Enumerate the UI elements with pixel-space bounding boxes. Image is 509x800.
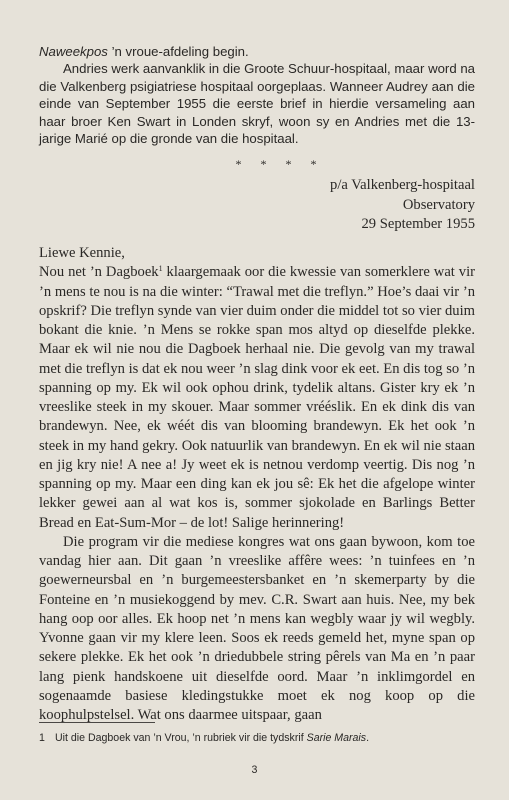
- address-line-1: p/a Valkenberg-hospitaal: [330, 177, 475, 194]
- letter-salutation: Liewe Kennie,: [39, 245, 125, 262]
- letter-address: [39, 176, 475, 234]
- letter-paragraph-2: Die program vir die mediese kongres wat ons gaan bywoon, kom toe vandag hier aan. Dit gaan ’n vreeslike affêre wees: ’n tuinfees en ’n goewerneursbal en ’n burgemeestersbanket en ’n skemerparty by die Fonteine en ’n musiekoggend by mev. C.R. Swart aan huis. Nee, my bek hang oop oor alles. Ek hoop net ’n mens kan wegbly waar jy wil wegbly. Yvonne gaan vir my klere leen. Soos ek reeds gemeld het, myne span op sekere plekke. Ek het ook ’n driedubbele string pêrels van Ma en ’n paar lang pienk handskoene uit dieselfde oord. Maar ’n inklimgordel en sogenaamde basiese kledingstukke moet ek nog koop op die koophulpstelsel. Wat ons daarmee uitspaar, gaan: [39, 533, 475, 724]
- letter-paragraph-1-start: Nou net ’n Dagboek: [39, 264, 159, 281]
- page-number: 3: [251, 764, 258, 776]
- footnote-magazine: Sarie Marais: [306, 732, 367, 744]
- magazine-title: Naweekpos: [39, 44, 108, 59]
- intro-text: [39, 43, 475, 147]
- letter-body: [39, 244, 475, 725]
- address-line-2: Observatory: [402, 196, 475, 213]
- footnote-end: .: [366, 732, 370, 744]
- letter-paragraph-1: [39, 263, 475, 533]
- footnote-text: Uit die Dagboek van ’n Vrou, ’n rubriek vir die tydskrif: [55, 732, 307, 744]
- intro-paragraph-1-rest: ’n vroue-afdeling begin.: [107, 44, 249, 59]
- footnote: [39, 731, 479, 745]
- footnote-number: 1: [39, 732, 45, 744]
- section-separator: * * * *: [235, 157, 325, 172]
- letter-date: 29 September 1955: [361, 215, 475, 232]
- intro-paragraph-1: [39, 43, 475, 60]
- footnote-reference: 1: [158, 264, 163, 274]
- footnote-rule: [39, 722, 155, 723]
- letter-paragraph-1-rest: klaargemaak oor die kwessie van somerklere wat vir ’n mens te nou is na die winter: “Trawal met die treflyn.” Hoe’s daai vir ’n opskrif? Die treflyn synde van vier duim onder die middel tot so vier duim bokant die knie. ’n Mens se rokke span mos altyd op dieselfde plekke. Maar ek wil nie nou die Dagboek herhaal nie. Die gevolg van my trawal met die treflyn is dat ek nou weer ’n slag dink voor ek eet. En dis tog so ’n spanning op my. Ek wil ook ophou drink, tydelik altans. Gister kry ek ’n vreeslike steek in my skouer. Maar sommer vrééslik. En ek dink dis van brandewyn. Nee, ek wéét dis van blooming brandewyn. Ek het ook ’n steek in my hand gekry. Ook natuurlik van brandewyn. En ek wil nie staan en jig kry nie! A nee a! Jy weet ek is netnou verdomp veertig. Dis nog ’n spanning op my. Maar een ding kan ek jou sê: Ek het die afgelope winter lekker gewei aan al wat kos is, sommer sjokolade en Barlings Better Bread en Eat-Sum-Mor – de lot! Salige herinnering!: [39, 264, 475, 531]
- intro-paragraph-2: Andries werk aanvanklik in die Groote Schuur-hospitaal, maar word na die Valkenberg psigiatriese hospitaal oorgeplaas. Wanneer Audrey aan die einde van September 1955 die eerste brief in hierdie versameling aan haar broer Ken Swart in Londen skryf, woon sy en Andries met die 13-jarige Marié op die gronde van die hospitaal.: [39, 61, 475, 147]
